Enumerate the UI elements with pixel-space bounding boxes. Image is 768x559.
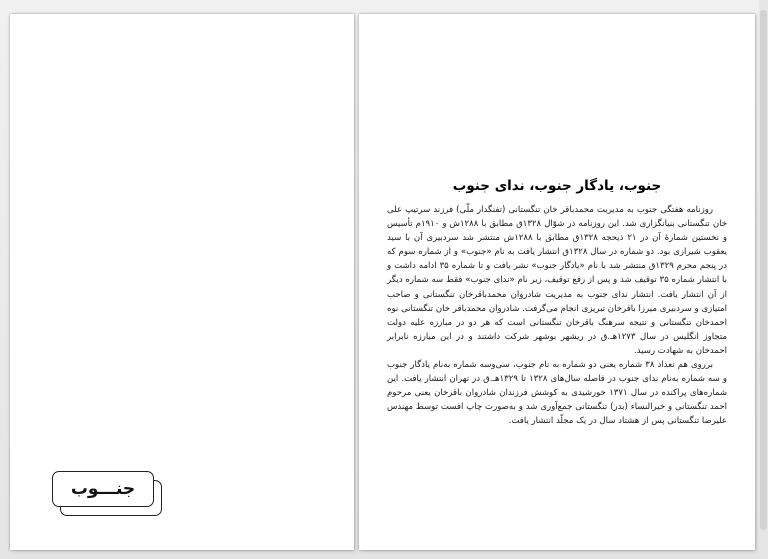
paragraph-1: روزنامه هفتگی جنوب به مدیریت محمدباقر خان تنگستانی (تفنگدار ملّی) فرزند سرتیپ علی خان تنگستانی بنیانگزاری شد. این روزنامه در شوّال ۱۳۲۸ق مطابق با ۱۲۸۸ش و ۱۹۱۰م تأسیس و نخستین شمارهٔ آن در ۲۱ ذیحجه ۱۳۲۸ق مطابق با ۱۲۸۸ش منتشر شد سردبیری آن با سید یعقوب شیرازی بود. دو شماره در سال ۱۳۲۸ق انتشار یافت به نام «جنوب» و از شماره سوم که در پنجم محرم ۱۳۲۹ق منتشر شد با نام «یادگار جنوب» نشر یافت و تا شماره ۳۵ ادامه داشت و با انتشار شماره ۳۵ توقیف شد و پس از رفع توقیف، زیر نام «ندای جنوب» فقط سه شماره دیگر از آن انتشار یافت. انتشار ندای جنوب به مدیریت شادروان محمدباقرخان تنگستانی و صاحب امتیازی و سردبیری میرزا باقرخان تبریزی انجام می‌گرفت. شادروان محمدباقر خان تنگستانی نوه احمدخان تنگستانی و نتیجه سرهنگ باقرخان تنگستانی است که هر دو در مبارزه علیه دولت متجاوز انگلیس در سال ۱۲۷۳هـ.ق در ریشهر بوشهر شرکت داشتند و در این مبارزه نابرابر احمدخان به شهادت رسید. xyxy=(387,205,728,356)
page-content xyxy=(387,178,727,429)
page-heading: جنوب، یادگار جنوب، ندای جنوب xyxy=(452,178,662,194)
badge-front-frame xyxy=(52,471,154,507)
left-page xyxy=(10,14,354,550)
jonub-logo-badge xyxy=(52,471,164,519)
paragraph-2: برروی هم تعداد ۳۸ شماره یعنی دو شماره به نام جنوب، سی‌وسه شماره به‌نام یادگار جنوب و سه شماره به‌نام ندای جنوب در فاصله سال‌های ۱۳۲۸ تا ۱۳۲۹هـ.ق در تهران انتشار یافت. این شماره‌های پراکنده در سال ۱۳۷۱ خورشیدی به کوشش فرزندان شادروان باقرخان یعنی مرحوم احمد تنگستانی و خیرالنساء (بدر) تنگستانی جمع‌آوری شد و به‌صورت چاپ افست توسط مهندس علیرضا تنگستانی پس از هشتاد سال در یک مجلّد انتشار یافت. xyxy=(387,360,727,427)
scrollbar-thumb[interactable] xyxy=(760,10,767,530)
vertical-scrollbar[interactable] xyxy=(759,0,768,559)
badge-label: جنـــوب xyxy=(70,479,136,499)
right-page xyxy=(359,14,755,550)
